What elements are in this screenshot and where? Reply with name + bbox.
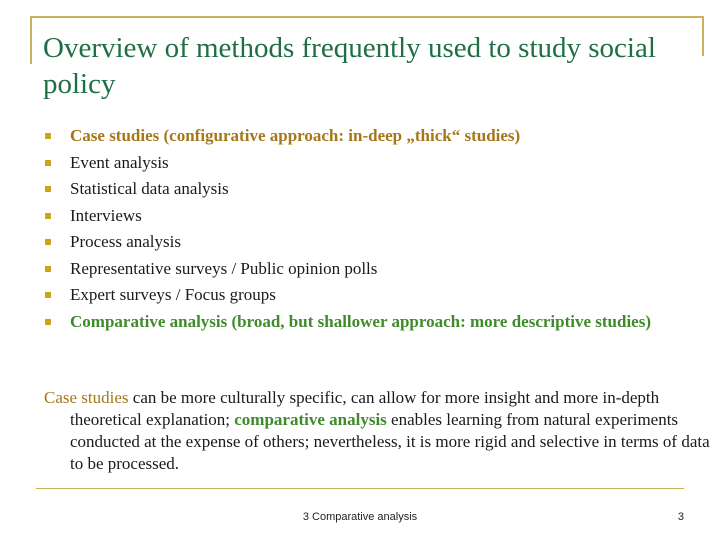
bullet-text: Comparative analysis (broad, but shallower approach: more descriptive studies) [70,311,652,331]
bullet-text: Statistical data analysis [70,179,229,198]
bullet-item [44,152,694,174]
square-bullet-icon [45,319,51,325]
bullet-text: Expert surveys / Focus groups [70,285,276,304]
case-studies-highlight: Case studies [44,388,129,407]
bullet-item [44,284,694,306]
bullet-item [44,258,694,280]
bullet-text: Representative surveys / Public opinion polls [70,258,378,278]
frame-top-line [30,16,704,18]
square-bullet-icon [45,213,51,219]
bullet-item [44,231,694,253]
footer-divider [36,488,684,489]
square-bullet-icon [45,186,51,192]
page-number: 3 [677,511,684,523]
comparative-analysis-highlight: comparative analysis [234,410,387,429]
slide-title: Overview of methods frequently used to study social policy [43,32,656,100]
bullet-text: Case studies (configurative approach: in-deep „thick“ studies) [70,126,521,145]
bullet-text: Event analysis [70,152,169,172]
summary-paragraph [44,387,710,475]
paragraph-text: can be more culturally specific, can allow for more insight and more in-depth theoretical explanation; [70,388,660,429]
bullet-item [44,311,694,333]
square-bullet-icon [45,160,51,166]
frame-right-line [702,16,704,56]
square-bullet-icon [45,239,51,245]
bullet-item [44,178,694,200]
paragraph-text: enables learning from natural experiments conducted at the expense of others; nevertheless, it is more rigid and selective in terms of data to be processed. [70,410,710,473]
square-bullet-icon [45,292,51,298]
frame-left-line [30,16,32,64]
square-bullet-icon [45,133,51,139]
bullet-text: Process analysis [70,232,181,251]
bullet-text: Interviews [70,205,142,225]
bullet-item [44,125,694,147]
bullet-item [44,205,694,227]
square-bullet-icon [45,266,51,272]
bullet-list [44,125,694,337]
footer-label: 3 Comparative analysis [302,511,418,523]
